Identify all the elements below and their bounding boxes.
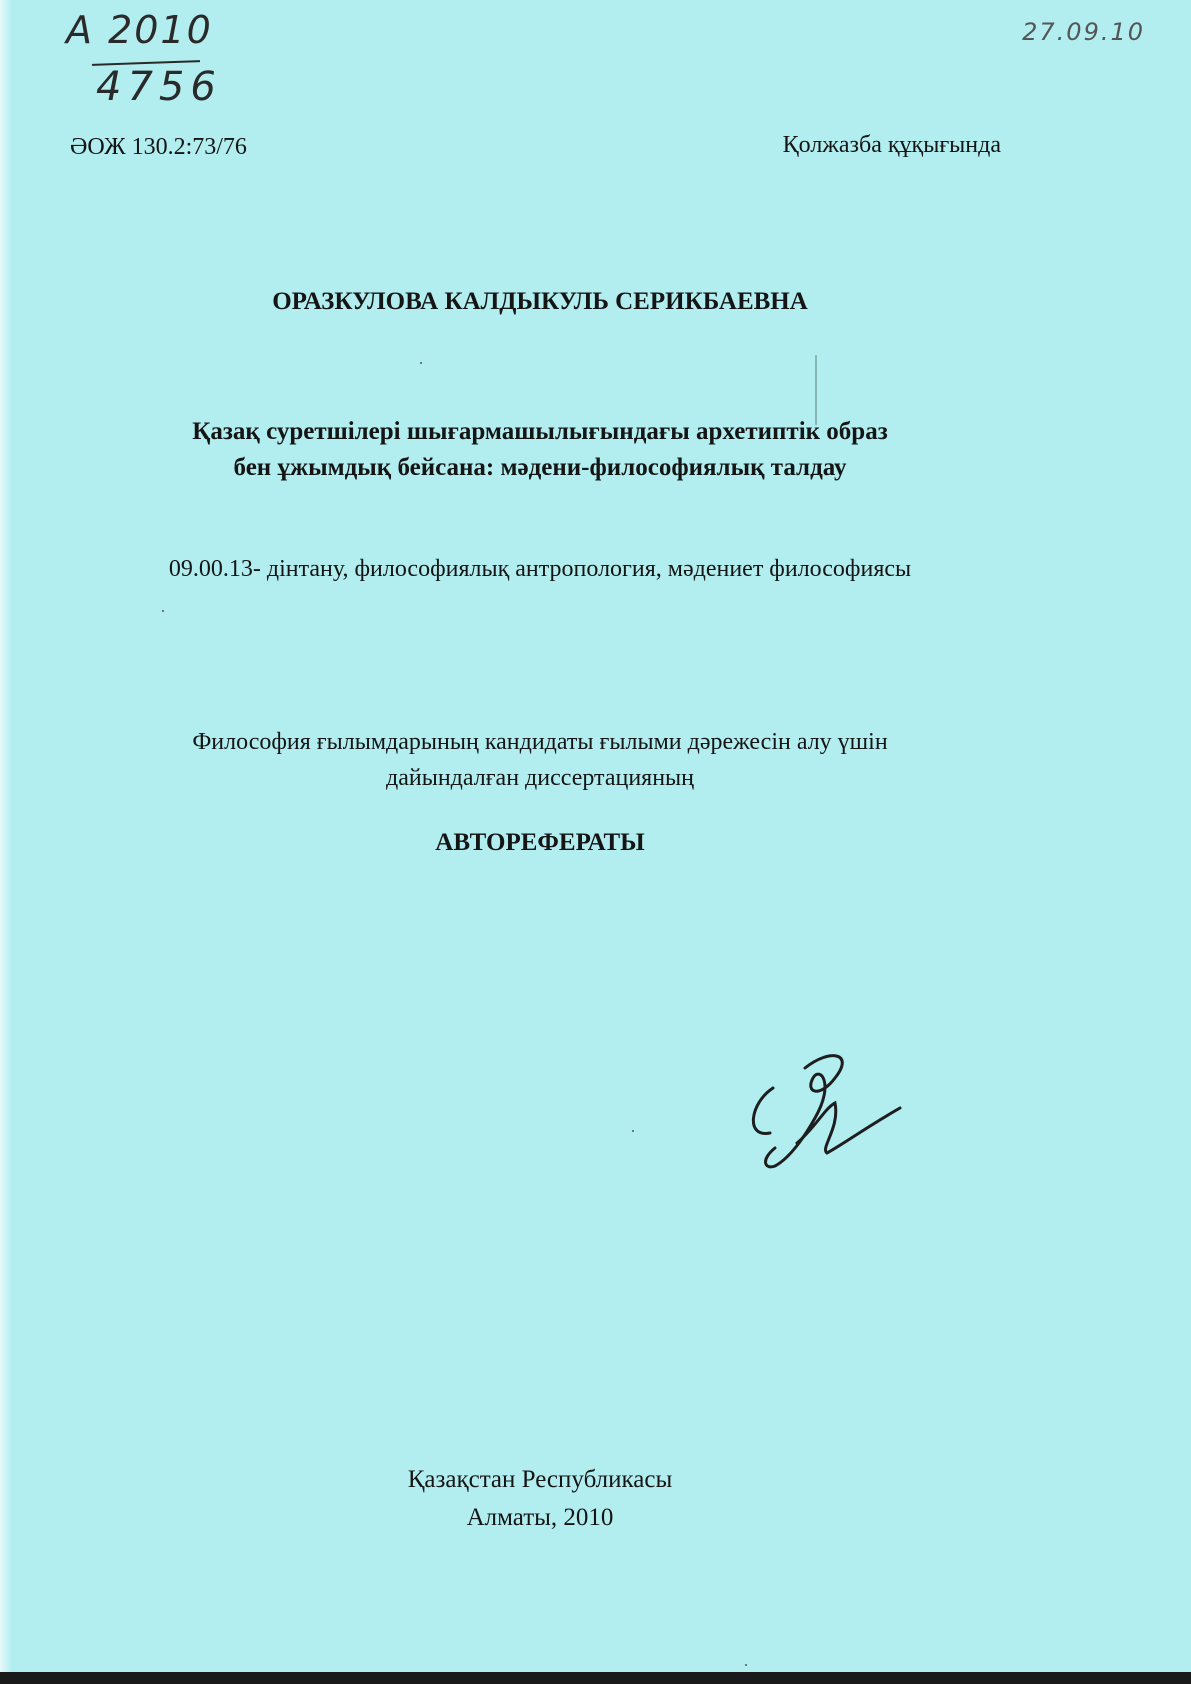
document-type-heading: АВТОРЕФЕРАТЫ — [435, 829, 645, 856]
manuscript-rights-note: Қолжазба құқығында — [782, 132, 1001, 158]
author-signature — [735, 1048, 905, 1178]
country-name: Қазақстан Республикасы — [407, 1466, 673, 1493]
degree-statement-line-2: дайындалған диссертацияның — [385, 765, 695, 791]
scan-speck — [745, 1664, 747, 1666]
thesis-title-line-1: Қазақ суретшілері шығармашылығындағы архетиптік образ — [192, 418, 888, 445]
archive-code-handwritten: A 2010 — [66, 8, 213, 52]
scan-speck — [420, 362, 422, 364]
scan-artifact-line — [815, 355, 817, 425]
udc-code: ӘОЖ 130.2:73/76 — [70, 134, 247, 160]
date-note-handwritten: 27.09.10 — [1022, 18, 1145, 46]
thesis-title-line-2: бен ұжымдық бейсана: мәдени-философиялық талдау — [233, 454, 847, 481]
city-year: Алматы, 2010 — [466, 1504, 614, 1531]
scan-speck — [162, 610, 164, 612]
author-name: ОРАЗКУЛОВА КАЛДЫКУЛЬ СЕРИКБАЕВНА — [272, 288, 808, 315]
specialty-code: 09.00.13- дінтану, философиялық антропология, мәдениет философиясы — [168, 556, 912, 582]
scan-speck — [632, 1130, 634, 1132]
scan-bottom-edge — [0, 1672, 1191, 1684]
degree-statement-line-1: Философия ғылымдарының кандидаты ғылыми дәрежесін алу үшін — [192, 729, 888, 755]
archive-number-handwritten: 4756 — [96, 64, 222, 110]
